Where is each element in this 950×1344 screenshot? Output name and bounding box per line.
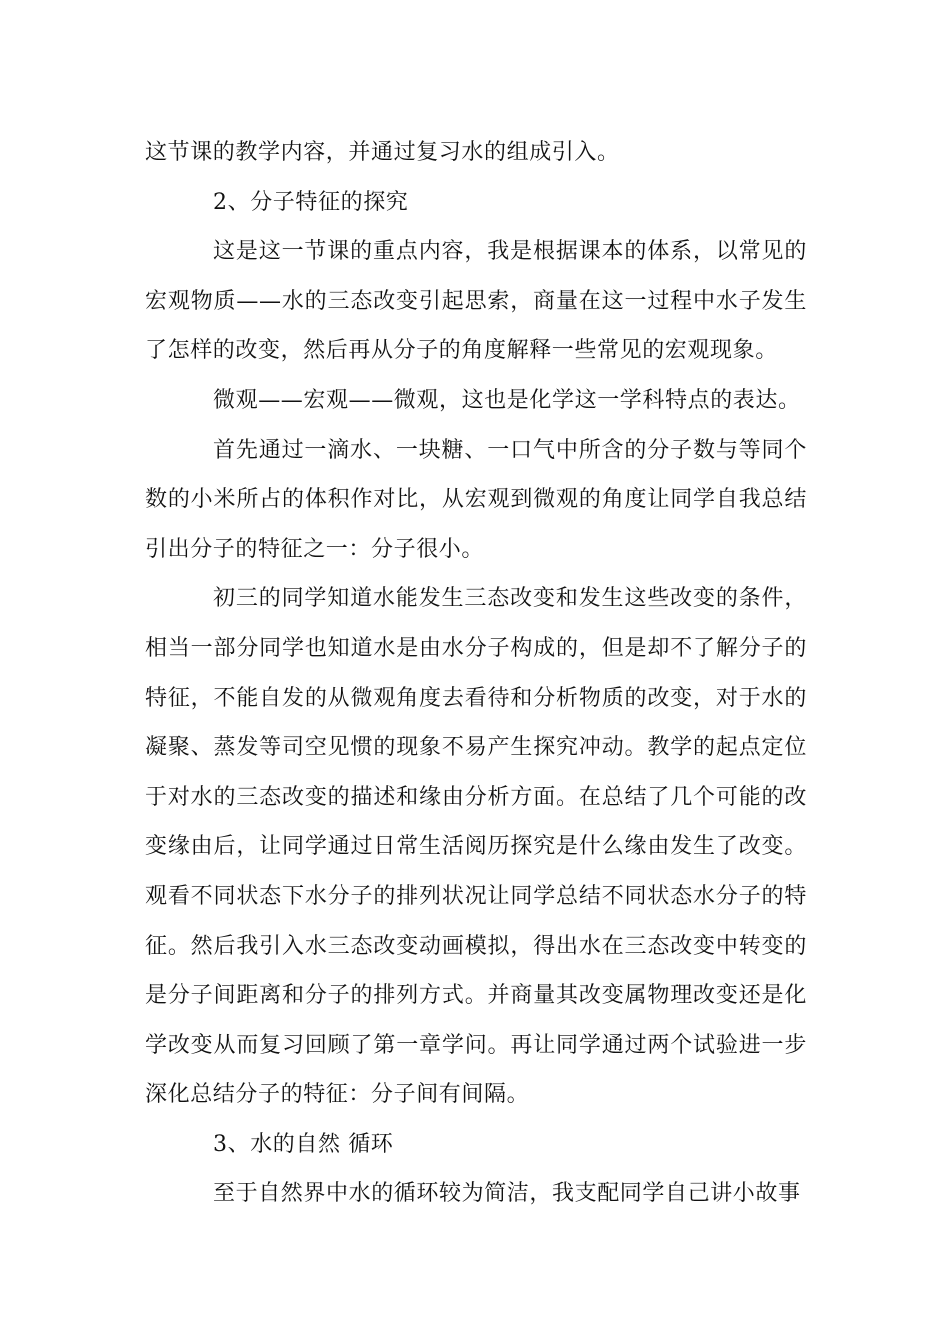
paragraph-molecule-small: 首先通过一滴水、一块糖、一口气中所含的分子数与等同个数的小米所占的体积作对比，从宏观到微观的角度让同学自我总结引出分子的特征之一：分子很小。 bbox=[145, 437, 807, 562]
section-heading-molecule-features: 2、分子特征的探究 bbox=[213, 189, 409, 215]
paragraph-key-content: 这是这一节课的重点内容，我是根据课本的体系，以常见的宏观物质——水的三态改变引起思索，商量在这一过程中水子发生了怎样的改变，然后再从分子的角度解释一些常见的宏观现象。 bbox=[145, 239, 807, 364]
section-heading-water-cycle: 3、水的自然 循环 bbox=[213, 1131, 394, 1157]
paragraph-micro-macro: 微观——宏观——微观，这也是化学这一学科特点的表达。 bbox=[213, 387, 801, 413]
document-body bbox=[145, 128, 807, 1219]
paragraph-three-states: 初三的同学知道水能发生三态改变和发生这些改变的条件，相当一部分同学也知道水是由水分子构成的，但是却不了解分子的特征，不能自发的从微观角度去看待和分析物质的改变，对于水的凝聚、蒸发等司空见惯的现象不易产生探究冲动。教学的起点定位于对水的三态改变的描述和缘由分析方面。在总结了几个可能的改变缘由后，让同学通过日常生活阅历探究是什么缘由发生了改变。观看不同状态下水分子的排列状况让同学总结不同状态水分子的特征。然后我引入水三态改变动画模拟，得出水在三态改变中转变的是分子间距离和分子的排列方式。并商量其改变属物理改变还是化学改变从而复习回顾了第一章学问。再让同学通过两个试验进一步深化总结分子的特征：分子间有间隔。 bbox=[145, 586, 807, 1108]
paragraph-water-cycle: 至于自然界中水的循环较为简洁，我支配同学自己讲小故事 bbox=[213, 1181, 801, 1207]
paragraph-intro-continuation: 这节课的教学内容，并通过复习水的组成引入。 bbox=[145, 140, 620, 165]
